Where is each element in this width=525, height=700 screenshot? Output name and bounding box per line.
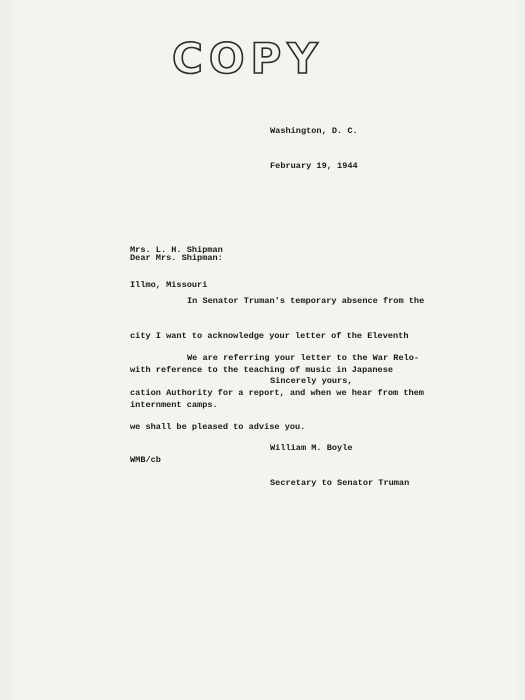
recipient-location: Illmo, Missouri	[130, 279, 208, 290]
dateline-city: Washington, D. C.	[270, 126, 358, 136]
paragraph-1-line: with reference to the teaching of music in Japanese	[130, 365, 394, 375]
copy-stamp: COPY	[172, 34, 324, 83]
closing: Sincerely yours,	[270, 376, 353, 386]
dateline	[270, 103, 358, 195]
paragraph-2-line: we shall be pleased to advise you.	[130, 422, 306, 432]
paragraph-1-line: city I want to acknowledge your letter of the Eleventh	[130, 330, 409, 341]
reference-initials: WMB/cb	[130, 455, 161, 465]
paragraph-2-line: cation Authority for a report, and when we hear from them	[130, 387, 424, 398]
signature-block	[270, 420, 409, 512]
dateline-date: February 19, 1944	[270, 160, 358, 171]
paragraph-2-line: We are referring your letter to the War Relo-	[187, 353, 420, 363]
paragraph-1-line: In Senator Truman's temporary absence from the	[187, 296, 425, 306]
signature-name: William M. Boyle	[270, 443, 353, 453]
salutation: Dear Mrs. Shipman:	[130, 253, 223, 263]
paragraph-1-line: internment camps.	[130, 399, 218, 410]
recipient-name: Mrs. L. H. Shipman	[130, 245, 223, 255]
signature-title: Secretary to Senator Truman	[270, 477, 410, 488]
